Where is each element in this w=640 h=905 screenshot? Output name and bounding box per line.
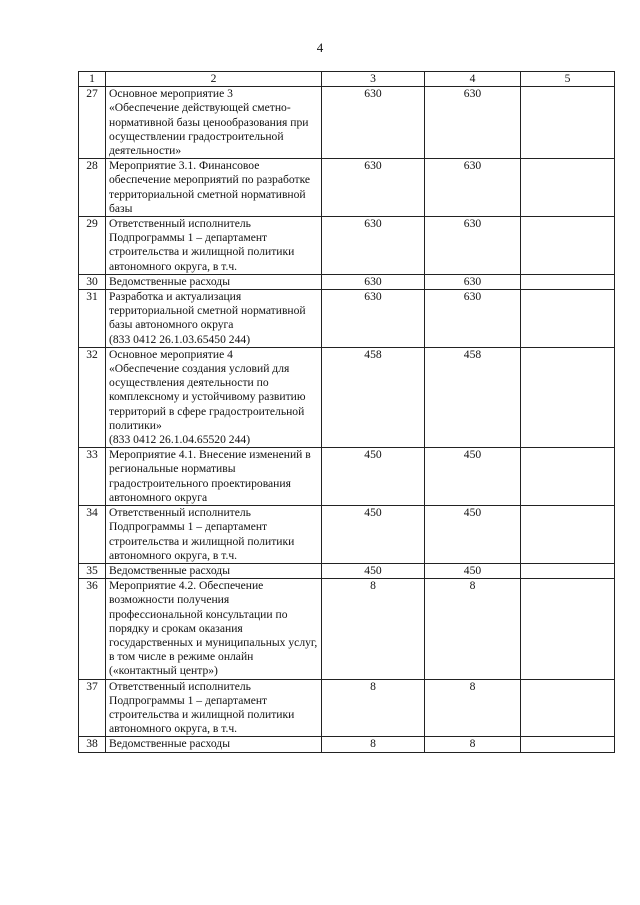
row-value-col3-cell: 450 (322, 448, 425, 506)
table-row (79, 274, 615, 289)
row-value-col5-cell (521, 448, 615, 506)
row-value-col5-cell (521, 87, 615, 159)
row-number-cell: 32 (79, 347, 106, 447)
row-description-cell: Ответственный исполнитель Подпрограммы 1 – департамент строительства и жилищной политики автономного округа, в т.ч. (106, 217, 322, 275)
row-value-col3-cell: 8 (322, 679, 425, 737)
row-value-col5-cell (521, 579, 615, 679)
row-number-cell: 27 (79, 87, 106, 159)
page-number: 4 (316, 40, 324, 55)
row-value-col4-cell: 8 (425, 737, 521, 752)
row-description-cell: Разработка и актуализация территориальной сметной нормативной базы автономного округа (833 0412 26.1.03.65450 244) (106, 290, 322, 348)
row-value-col3-cell: 8 (322, 737, 425, 752)
row-number-cell: 35 (79, 563, 106, 578)
budget-table (78, 71, 615, 753)
table-row (79, 290, 615, 348)
row-value-col4-cell: 458 (425, 347, 521, 447)
table-row (79, 737, 615, 752)
row-value-col5-cell (521, 347, 615, 447)
row-number-cell: 30 (79, 274, 106, 289)
table-row (79, 347, 615, 447)
column-header: 5 (521, 72, 615, 87)
column-header: 4 (425, 72, 521, 87)
row-value-col3-cell: 630 (322, 159, 425, 217)
table-row (79, 448, 615, 506)
table-row (79, 679, 615, 737)
row-value-col4-cell: 8 (425, 679, 521, 737)
row-description-cell: Основное мероприятие 3 «Обеспечение действующей сметно-нормативной базы ценообразования при осуществлении градостроительной деятельности» (106, 87, 322, 159)
row-description-cell: Ответственный исполнитель Подпрограммы 1 – департамент строительства и жилищной политики автономного округа, в т.ч. (106, 679, 322, 737)
row-value-col4-cell: 630 (425, 159, 521, 217)
row-description-cell: Ведомственные расходы (106, 737, 322, 752)
row-description-cell: Мероприятие 4.2. Обеспечение возможности получения профессиональной консультации по порядку и срокам оказания государственных и муниципальных услуг, в том числе в режиме онлайн («контактный центр») (106, 579, 322, 679)
row-value-col3-cell: 450 (322, 563, 425, 578)
column-header: 2 (106, 72, 322, 87)
row-number-cell: 34 (79, 506, 106, 564)
row-description-cell: Ответственный исполнитель Подпрограммы 1 – департамент строительства и жилищной политики автономного округа, в т.ч. (106, 506, 322, 564)
row-value-col3-cell: 450 (322, 506, 425, 564)
row-value-col5-cell (521, 506, 615, 564)
row-value-col4-cell: 450 (425, 563, 521, 578)
row-number-cell: 36 (79, 579, 106, 679)
table-row (79, 87, 615, 159)
row-value-col5-cell (521, 290, 615, 348)
row-value-col5-cell (521, 159, 615, 217)
row-value-col5-cell (521, 274, 615, 289)
table-header-row (79, 72, 615, 87)
column-header: 1 (79, 72, 106, 87)
row-value-col5-cell (521, 679, 615, 737)
row-number-cell: 31 (79, 290, 106, 348)
row-description-cell: Ведомственные расходы (106, 274, 322, 289)
table-row (79, 579, 615, 679)
row-value-col3-cell: 630 (322, 274, 425, 289)
row-value-col4-cell: 630 (425, 217, 521, 275)
row-value-col4-cell: 450 (425, 506, 521, 564)
row-value-col4-cell: 630 (425, 87, 521, 159)
table-row (79, 217, 615, 275)
row-value-col3-cell: 630 (322, 217, 425, 275)
row-value-col4-cell: 8 (425, 579, 521, 679)
row-value-col5-cell (521, 217, 615, 275)
table-row (79, 563, 615, 578)
row-number-cell: 28 (79, 159, 106, 217)
row-value-col3-cell: 630 (322, 290, 425, 348)
row-value-col3-cell: 630 (322, 87, 425, 159)
row-number-cell: 38 (79, 737, 106, 752)
row-description-cell: Ведомственные расходы (106, 563, 322, 578)
row-value-col4-cell: 630 (425, 290, 521, 348)
table-row (79, 506, 615, 564)
row-value-col4-cell: 630 (425, 274, 521, 289)
row-value-col4-cell: 450 (425, 448, 521, 506)
row-description-cell: Мероприятие 4.1. Внесение изменений в региональные нормативы градостроительного проектирования автономного округа (106, 448, 322, 506)
row-number-cell: 33 (79, 448, 106, 506)
row-description-cell: Мероприятие 3.1. Финансовое обеспечение мероприятий по разработке территориальной сметной нормативной базы (106, 159, 322, 217)
row-value-col3-cell: 458 (322, 347, 425, 447)
row-value-col5-cell (521, 737, 615, 752)
row-value-col3-cell: 8 (322, 579, 425, 679)
column-header: 3 (322, 72, 425, 87)
row-description-cell: Основное мероприятие 4 «Обеспечение создания условий для осуществления деятельности по комплексному и устойчивому развитию территорий в сфере градостроительной политики» (833 0412 26.1.04.65520 244) (106, 347, 322, 447)
table-row (79, 159, 615, 217)
row-number-cell: 37 (79, 679, 106, 737)
row-number-cell: 29 (79, 217, 106, 275)
row-value-col5-cell (521, 563, 615, 578)
